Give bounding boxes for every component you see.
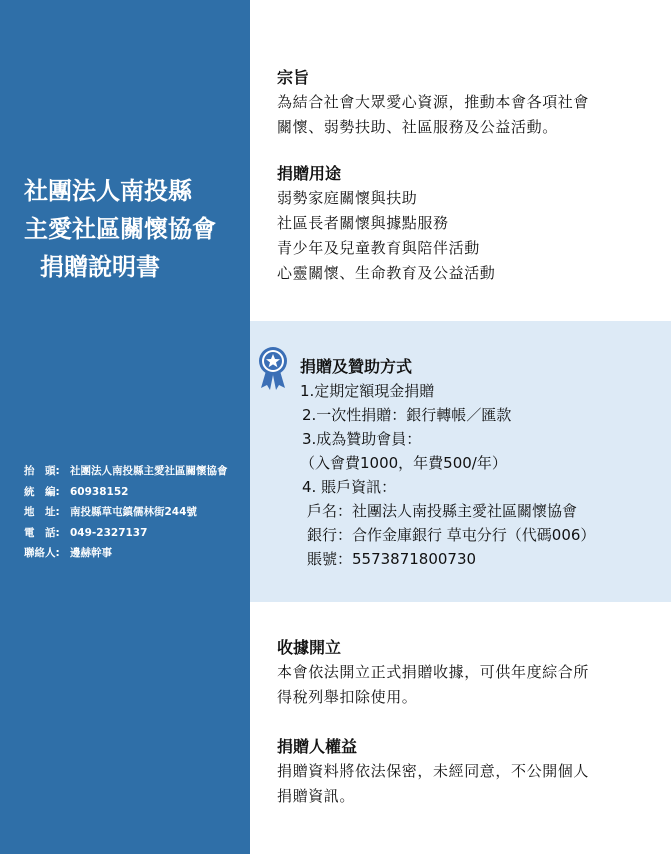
- receipt-line: 本會依法開立正式捐贈收據，可供年度綜合所: [277, 663, 590, 681]
- usage-item: 社區長者關懷與據點服務: [277, 214, 449, 232]
- org-info: [24, 461, 250, 564]
- account-bank: 銀行：合作金庫銀行 草屯分行（代碼006）: [307, 526, 596, 544]
- rights-section: [277, 735, 657, 809]
- receipt-line: 得稅列舉扣除使用。: [277, 688, 418, 706]
- rights-title: 捐贈人權益: [277, 737, 358, 756]
- receipt-section: [277, 636, 657, 710]
- purpose-line: 關懷、弱勢扶助、社區服務及公益活動。: [277, 118, 558, 136]
- usage-title: 捐贈用途: [277, 164, 342, 183]
- award-ribbon-icon: [258, 345, 288, 391]
- purpose-section: [277, 66, 657, 140]
- methods-line: 3.成為贊助會員：: [302, 430, 422, 448]
- methods-title: 捐贈及贊助方式: [300, 357, 413, 376]
- info-row-tax-id: [24, 482, 250, 503]
- purpose-line: 為結合社會大眾愛心資源，推動本會各項社會: [277, 93, 590, 111]
- account-name: 戶名：社團法人南投縣主愛社區關懷協會: [307, 502, 578, 520]
- org-title-line-2: 主愛社區關懷協會: [24, 215, 216, 243]
- info-label: 統 編:: [24, 485, 60, 498]
- info-value: 049-2327137: [70, 526, 148, 539]
- usage-item: 青少年及兒童教育與陪伴活動: [277, 239, 480, 257]
- methods-line: 2.一次性捐贈：銀行轉帳／匯款: [302, 406, 512, 424]
- org-title-line-1: 社團法人南投縣: [24, 177, 192, 205]
- info-label: 聯絡人:: [24, 547, 60, 559]
- receipt-title: 收據開立: [277, 638, 342, 657]
- rights-line: 捐贈資訊。: [277, 787, 356, 805]
- usage-body: [277, 186, 657, 286]
- receipt-body: [277, 660, 657, 710]
- org-title-line-3: 捐贈說明書: [40, 253, 160, 281]
- info-row-contact: [24, 543, 250, 564]
- info-row-header: [24, 461, 250, 482]
- rights-body: [277, 759, 657, 809]
- info-label: 抬 頭:: [24, 465, 60, 477]
- methods-content: [300, 355, 660, 571]
- purpose-body: [277, 90, 657, 140]
- info-label: 地 址:: [24, 506, 60, 518]
- rights-line: 捐贈資料將依法保密，未經同意，不公開個人: [277, 762, 590, 780]
- account-number: 賬號：5573871800730: [307, 550, 477, 568]
- info-label: 電 話:: [24, 526, 60, 539]
- usage-section: [277, 162, 657, 286]
- purpose-title: 宗旨: [277, 68, 310, 87]
- methods-line: 1.定期定額現金捐贈: [300, 382, 435, 400]
- info-value: 邊赫幹事: [70, 547, 112, 559]
- methods-line: （入會費1000，年費500/年）: [300, 454, 507, 472]
- info-row-address: [24, 502, 250, 523]
- info-value: 社團法人南投縣主愛社區關懷協會: [70, 465, 228, 477]
- org-title: [0, 172, 250, 286]
- usage-item: 弱勢家庭關懷與扶助: [277, 189, 418, 207]
- info-value: 南投縣草屯鎮儒林街244號: [70, 506, 197, 518]
- info-value: 60938152: [70, 485, 129, 498]
- usage-item: 心靈關懷、生命教育及公益活動: [277, 264, 496, 282]
- sidebar: [0, 0, 250, 854]
- methods-line: 4. 賬戶資訊：: [302, 478, 397, 496]
- info-row-phone: [24, 523, 250, 544]
